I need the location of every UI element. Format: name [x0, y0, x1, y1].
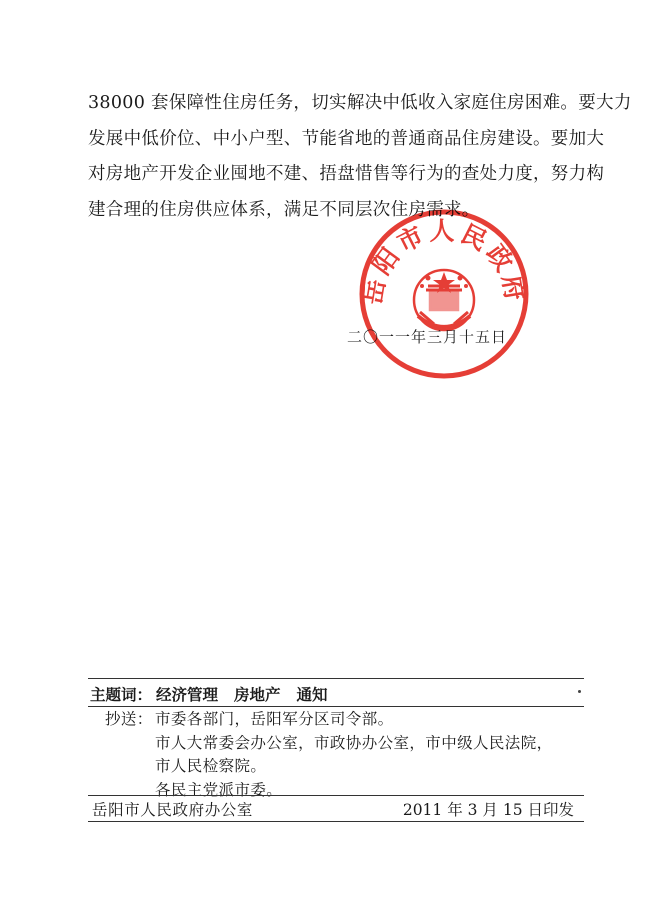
body-paragraph — [88, 86, 632, 228]
body-line: 38000 套保障性住房任务，切实解决中低收入家庭住房困难。要大力 — [88, 93, 632, 113]
cc-block — [105, 708, 553, 802]
cc-row — [105, 755, 553, 779]
cc-recipient: 市委各部门，岳阳军分区司令部。 — [155, 710, 394, 728]
national-emblem-icon — [414, 270, 474, 330]
body-line: 建合理的住房供应体系，满足不同层次住房需求。 — [88, 199, 480, 220]
subject-divider — [88, 706, 584, 707]
subject-keywords — [90, 683, 328, 705]
bottom-divider — [88, 821, 584, 822]
subject-keyword: 房地产 — [234, 686, 281, 704]
footer — [92, 798, 574, 820]
subject-keyword: 经济管理 — [156, 686, 219, 704]
cc-recipient: 市人民检察院。 — [155, 757, 267, 775]
official-seal — [358, 208, 530, 380]
cc-row — [105, 732, 553, 756]
issue-date: 2011 年 3 月 15 日印发 — [402, 801, 574, 819]
cc-label: 抄送： — [105, 710, 153, 728]
subject-label: 主题词： — [90, 686, 153, 704]
top-divider — [88, 678, 584, 679]
seal-graphic — [358, 208, 530, 380]
issuing-office: 岳阳市人民政府办公室 — [92, 801, 254, 819]
body-line: 发展中低价位、中小户型、节能省地的普通商品住房建设。要加大 — [88, 128, 605, 149]
cc-recipient: 各民主党派市委。 — [155, 780, 283, 799]
seal-arc-text: 岳阳市人民政府 — [358, 216, 530, 307]
body-line: 对房地产开发企业囤地不建、捂盘惜售等行为的查处力度，努力构 — [88, 164, 605, 184]
cc-row — [105, 708, 553, 732]
document-date: 二〇一一年三月十五日 — [347, 328, 508, 346]
subject-keyword: 通知 — [296, 686, 328, 704]
margin-dot — [578, 690, 581, 693]
cc-recipient: 市人大常委会办公室，市政协办公室，市中级人民法院， — [155, 733, 553, 752]
cc-divider — [88, 795, 584, 796]
